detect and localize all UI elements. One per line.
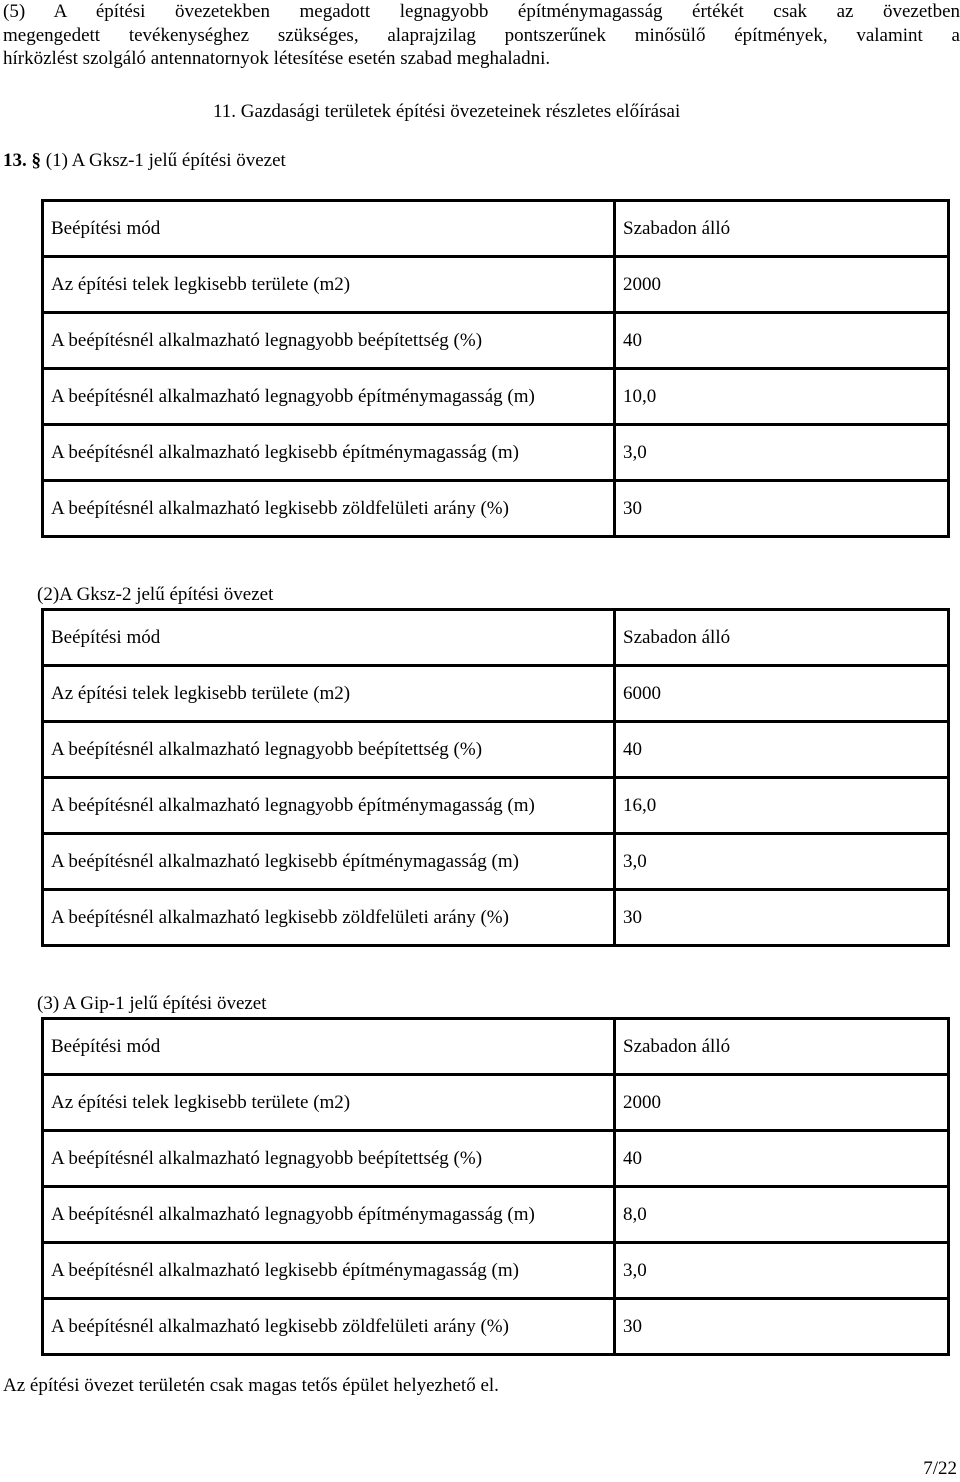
intro-line: (5) A építési övezetekben megadott legnagyobb építménymagasság értékét csak az övezetben xyxy=(3,1,960,22)
row-value: 30 xyxy=(615,1299,949,1355)
table-row xyxy=(43,722,949,778)
row-value: 2000 xyxy=(615,1075,949,1131)
row-value: 30 xyxy=(615,890,949,946)
row-value: 40 xyxy=(615,1131,949,1187)
section-number: 13. § xyxy=(3,150,41,171)
row-label: A beépítésnél alkalmazható legkisebb építménymagasság (m) xyxy=(43,425,615,481)
table-row xyxy=(43,481,949,537)
table-row xyxy=(43,890,949,946)
table-row xyxy=(43,369,949,425)
row-label: A beépítésnél alkalmazható legkisebb zöldfelületi arány (%) xyxy=(43,890,615,946)
row-label: Beépítési mód xyxy=(43,610,615,666)
table-row xyxy=(43,1075,949,1131)
intro-paragraph xyxy=(3,0,960,71)
page-number: 7/22 xyxy=(923,1458,957,1479)
row-value: 40 xyxy=(615,313,949,369)
table-row xyxy=(43,610,949,666)
table-row xyxy=(43,1019,949,1075)
row-label: Az építési telek legkisebb területe (m2) xyxy=(43,666,615,722)
row-value: Szabadon álló xyxy=(615,201,949,257)
zone-table-gksz-1 xyxy=(41,199,950,538)
chapter-title: 11. Gazdasági területek építési övezeteinek részletes előírásai xyxy=(213,101,681,122)
row-label: Beépítési mód xyxy=(43,201,615,257)
table-row xyxy=(43,834,949,890)
table-row xyxy=(43,425,949,481)
table-row xyxy=(43,1243,949,1299)
row-label: A beépítésnél alkalmazható legkisebb zöldfelületi arány (%) xyxy=(43,1299,615,1355)
zone-heading: (3) A Gip-1 jelű építési övezet xyxy=(37,993,267,1014)
row-label: A beépítésnél alkalmazható legnagyobb beépítettség (%) xyxy=(43,313,615,369)
row-value: 30 xyxy=(615,481,949,537)
row-value: 3,0 xyxy=(615,834,949,890)
row-value: Szabadon álló xyxy=(615,1019,949,1075)
row-value: 40 xyxy=(615,722,949,778)
row-label: A beépítésnél alkalmazható legnagyobb beépítettség (%) xyxy=(43,722,615,778)
row-label: A beépítésnél alkalmazható legnagyobb beépítettség (%) xyxy=(43,1131,615,1187)
row-label: Az építési telek legkisebb területe (m2) xyxy=(43,257,615,313)
table-row xyxy=(43,1187,949,1243)
row-label: A beépítésnél alkalmazható legnagyobb építménymagasság (m) xyxy=(43,369,615,425)
section-heading xyxy=(3,150,286,172)
intro-line: megengedett tevékenységhez szükséges, alaprajzilag pontszerűnek minősülő építmények, valamint a xyxy=(3,24,960,46)
row-label: A beépítésnél alkalmazható legnagyobb építménymagasság (m) xyxy=(43,778,615,834)
row-label: A beépítésnél alkalmazható legnagyobb építménymagasság (m) xyxy=(43,1187,615,1243)
footnote: Az építési övezet területén csak magas tetős épület helyezhető el. xyxy=(3,1375,499,1396)
row-label: Az építési telek legkisebb területe (m2) xyxy=(43,1075,615,1131)
row-value: 8,0 xyxy=(615,1187,949,1243)
row-value: 3,0 xyxy=(615,425,949,481)
row-value: 16,0 xyxy=(615,778,949,834)
table-row xyxy=(43,666,949,722)
intro-line: hírközlést szolgáló antennatornyok létesítése esetén szabad meghaladni. xyxy=(3,48,551,69)
row-value: 3,0 xyxy=(615,1243,949,1299)
row-label: A beépítésnél alkalmazható legkisebb zöldfelületi arány (%) xyxy=(43,481,615,537)
table-row xyxy=(43,313,949,369)
table-row xyxy=(43,1299,949,1355)
row-value: Szabadon álló xyxy=(615,610,949,666)
row-value: 2000 xyxy=(615,257,949,313)
row-value: 6000 xyxy=(615,666,949,722)
table-row xyxy=(43,257,949,313)
table-row xyxy=(43,778,949,834)
zone-table-gksz-2 xyxy=(41,608,950,947)
zone-heading: (2)A Gksz-2 jelű építési övezet xyxy=(37,584,274,605)
row-label: Beépítési mód xyxy=(43,1019,615,1075)
row-label: A beépítésnél alkalmazható legkisebb építménymagasság (m) xyxy=(43,1243,615,1299)
table-row xyxy=(43,1131,949,1187)
row-label: A beépítésnél alkalmazható legkisebb építménymagasság (m) xyxy=(43,834,615,890)
table-row xyxy=(43,201,949,257)
section-title: (1) A Gksz-1 jelű építési övezet xyxy=(45,150,286,171)
zone-table-gip-1 xyxy=(41,1017,950,1356)
row-value: 10,0 xyxy=(615,369,949,425)
